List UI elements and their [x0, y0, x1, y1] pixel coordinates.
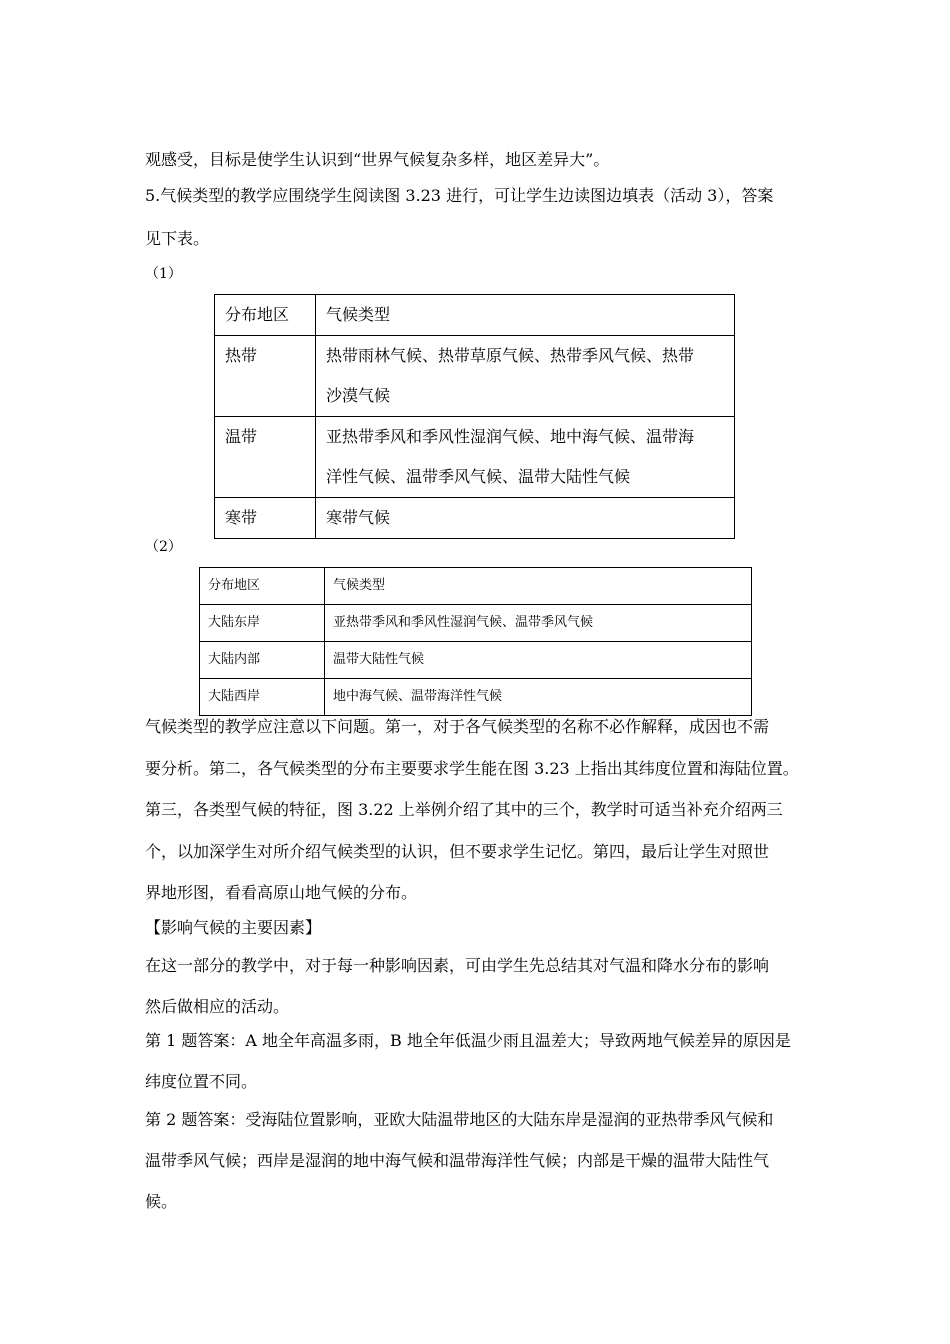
header-cell-type: 气候类型	[316, 295, 735, 336]
paragraph-line: 个，以加深学生对所介绍气候类型的认识，但不要求学生记忆。第四，最后让学生对照世	[145, 842, 770, 861]
paragraph-line: 在这一部分的教学中，对于每一种影响因素，可由学生先总结其对气温和降水分布的影响	[145, 956, 770, 975]
type-cell: 亚热带季风和季风性湿润气候、温带季风气候	[325, 605, 752, 642]
type-cell-line: 沙漠气候	[326, 386, 391, 405]
paragraph-line: 观感受，目标是使学生认识到“世界气候复杂多样，地区差异大”。	[145, 150, 610, 169]
paragraph-line: 第 1 题答案：A 地全年高温多雨，B 地全年低温少雨且温差大；导致两地气候差异的原因是	[145, 1031, 791, 1050]
type-cell: 地中海气候、温带海洋性气候	[325, 679, 752, 716]
table-row	[200, 605, 752, 642]
paragraph-line: 然后做相应的活动。	[145, 997, 290, 1016]
table-header-row	[215, 295, 735, 336]
type-cell-line: 热带雨林气候、热带草原气候、热带季风气候、热带	[326, 346, 695, 365]
type-cell: 温带大陆性气候	[325, 642, 752, 679]
paragraph-line: 第 2 题答案：受海陆位置影响，亚欧大陆温带地区的大陆东岸是湿润的亚热带季风气候和	[145, 1110, 774, 1129]
table-row	[200, 679, 752, 716]
region-cell: 大陆东岸	[200, 605, 325, 642]
table2-label: （2）	[145, 539, 182, 555]
table1-label: （1）	[145, 266, 182, 282]
land-position-table	[199, 567, 752, 716]
paragraph-line: 见下表。	[145, 229, 210, 248]
paragraph-line: 纬度位置不同。	[145, 1072, 258, 1091]
type-cell-line: 洋性气候、温带季风气候、温带大陆性气候	[326, 467, 631, 486]
region-cell: 大陆内部	[200, 642, 325, 679]
paragraph-line: 第三，各类型气候的特征，图 3.22 上举例介绍了其中的三个，教学时可适当补充介绍两三	[145, 800, 783, 819]
type-cell	[316, 498, 735, 539]
table-row	[215, 336, 735, 417]
type-cell-line: 寒带气候	[326, 508, 391, 527]
table-row	[215, 417, 735, 498]
header-cell-region: 分布地区	[215, 295, 316, 336]
header-cell-type: 气候类型	[325, 568, 752, 605]
type-cell-line: 亚热带季风和季风性湿润气候、地中海气候、温带海	[326, 427, 695, 446]
paragraph-line: 5.气候类型的教学应围绕学生阅读图 3.23 进行，可让学生边读图边填表（活动 3），答案	[145, 186, 774, 205]
type-cell	[316, 336, 735, 417]
paragraph-line: 气候类型的教学应注意以下问题。第一，对于各气候类型的名称不必作解释，成因也不需	[145, 717, 770, 736]
climate-zone-table	[214, 294, 735, 539]
table-header-row	[200, 568, 752, 605]
type-cell	[316, 417, 735, 498]
table-row	[200, 642, 752, 679]
paragraph-line: 要分析。第二，各气候类型的分布主要要求学生能在图 3.23 上指出其纬度位置和海陆位置。	[145, 759, 799, 778]
section-heading: 【影响气候的主要因素】	[145, 918, 322, 937]
region-cell: 热带	[215, 336, 316, 417]
paragraph-line: 候。	[145, 1192, 178, 1211]
paragraph-line: 界地形图，看看高原山地气候的分布。	[145, 883, 418, 902]
region-cell: 大陆西岸	[200, 679, 325, 716]
region-cell: 寒带	[215, 498, 316, 539]
header-cell-region: 分布地区	[200, 568, 325, 605]
table-row	[215, 498, 735, 539]
paragraph-line: 温带季风气候；西岸是湿润的地中海气候和温带海洋性气候；内部是干燥的温带大陆性气	[145, 1151, 770, 1170]
region-cell: 温带	[215, 417, 316, 498]
